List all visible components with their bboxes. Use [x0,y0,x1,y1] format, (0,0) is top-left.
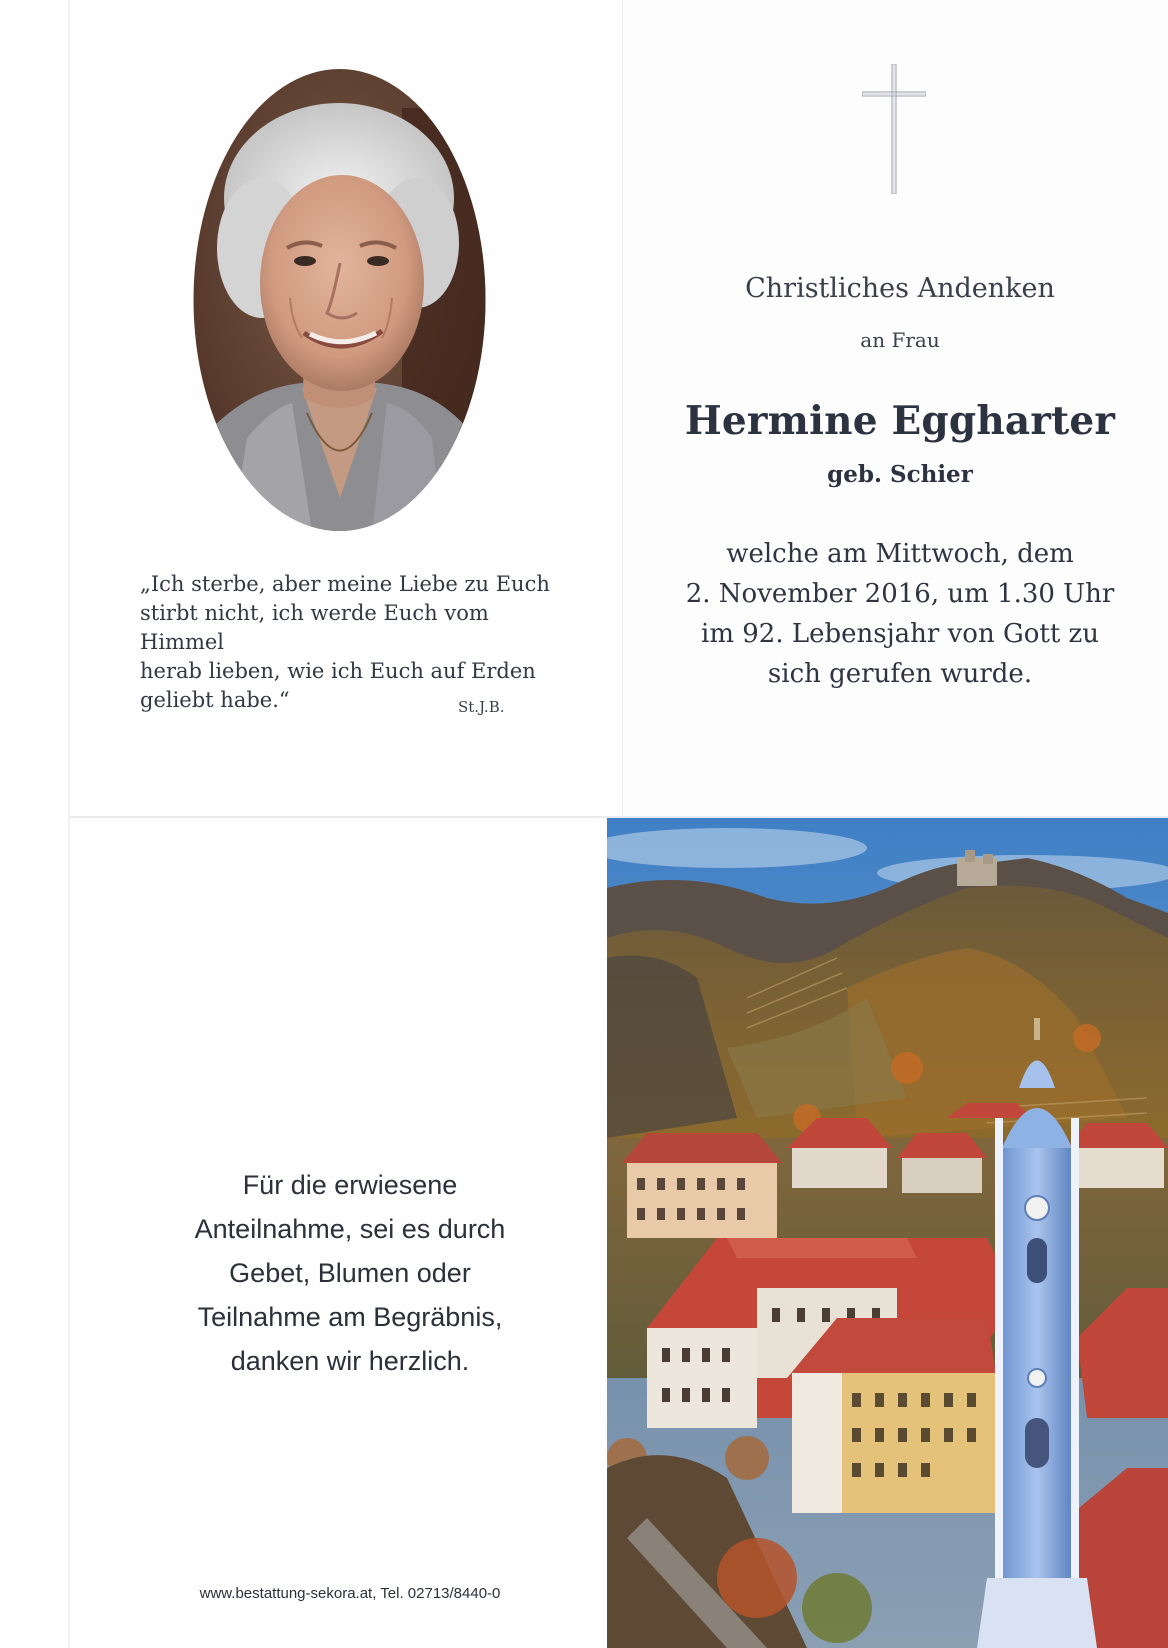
salutation: an Frau [860,328,940,352]
cross-icon [862,64,926,194]
maiden-name: geb. Schier [827,461,973,488]
quote-line: herab lieben, wie ich Euch auf Erden [140,659,536,683]
oval-portrait-photo [192,68,487,532]
thanks-line: Anteilnahme, sei es durch [194,1214,506,1244]
thanks-message [100,1163,600,1383]
deceased-name: Hermine Eggharter [684,398,1116,444]
landscape-photo [607,818,1168,1648]
death-notice-line: sich gerufen wurde. [767,659,1033,689]
quote-line: stirbt nicht, ich werde Euch vom Himmel [140,601,489,654]
thanks-line: Gebet, Blumen oder [229,1258,471,1288]
death-notice [670,534,1130,694]
quote-attribution: St.J.B. [458,698,505,716]
death-notice-line: im 92. Lebensjahr von Gott zu [701,619,1099,649]
death-notice-line: 2. November 2016, um 1.30 Uhr [685,579,1115,609]
thanks-line: Für die erwiesene [242,1170,458,1200]
quote-line: geliebt habe.“ [140,688,290,712]
memorial-quote [140,570,560,715]
thanks-line: danken wir herzlich. [230,1346,470,1376]
death-notice-line: welche am Mittwoch, dem [726,539,1074,569]
thanks-line: Teilnahme am Begräbnis, [197,1302,503,1332]
quote-line: „Ich sterbe, aber meine Liebe zu Euch [140,572,550,596]
memorial-heading: Christliches Andenken [745,273,1055,304]
funeral-home-contact: www.bestattung-sekora.at, Tel. 02713/8440-0 [199,1585,501,1602]
